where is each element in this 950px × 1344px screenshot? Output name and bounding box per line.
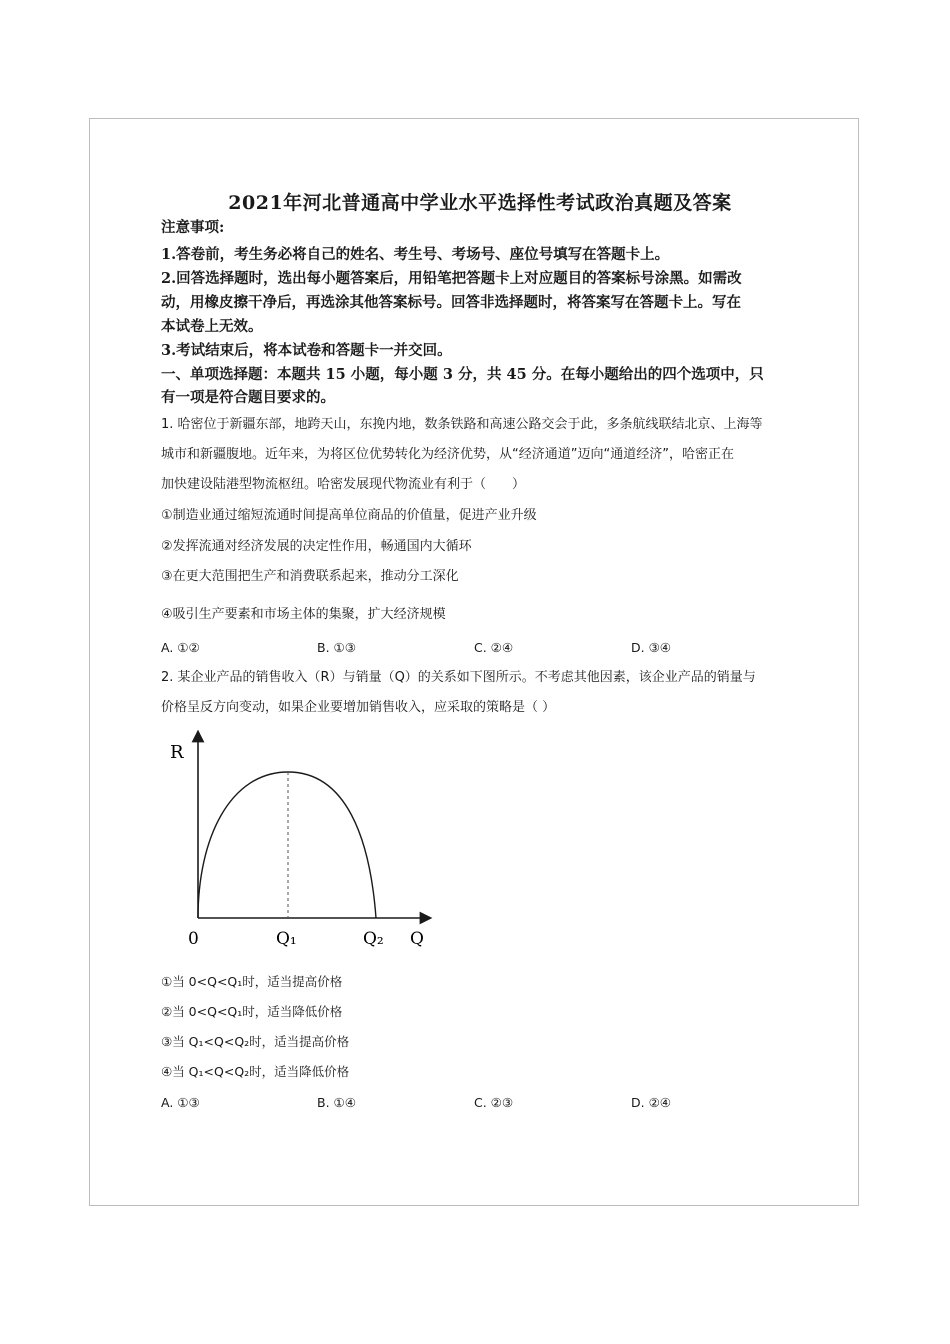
q1-statement-1: ①制造业通过缩短流通时间提高单位商品的价值量，促进产业升级 — [161, 508, 537, 523]
origin-label: 0 — [188, 929, 199, 949]
q1-statement-4: ④吸引生产要素和市场主体的集聚，扩大经济规模 — [161, 607, 446, 622]
x-axis-label: Q — [410, 929, 424, 949]
q1-option-c[interactable]: C. ②④ — [474, 640, 514, 655]
q2-statement-2: ②当 0<Q<Q₁时，适当降低价格 — [161, 1004, 343, 1019]
notice-item-2-line-1: 2.回答选择题时，选出每小题答案后，用铅笔把答题卡上对应题目的答案标号涂黑。如需改 — [161, 270, 742, 287]
notice-item-2-line-2: 动，用橡皮擦干净后，再选涂其他答案标号。回答非选择题时，将答案写在答题卡上。写在 — [161, 294, 741, 311]
notice-item-2-line-3: 本试卷上无效。 — [161, 318, 263, 335]
q2-stem-line-2: 价格呈反方向变动，如果企业要增加销售收入，应采取的策略是（ ） — [161, 700, 556, 715]
notice-item-3: 3.考试结束后，将本试卷和答题卡一并交回。 — [161, 342, 452, 359]
revenue-quantity-graph — [160, 728, 440, 954]
q2-statement-4: ④当 Q₁<Q<Q₂时，适当降低价格 — [161, 1064, 350, 1079]
q2-label: Q₂ — [363, 929, 384, 949]
q1-stem-line-3: 加快建设陆港型物流枢纽。哈密发展现代物流业有利于（ ） — [161, 477, 526, 492]
q1-option-d[interactable]: D. ③④ — [631, 640, 671, 655]
section-heading-line-1: 一、单项选择题：本题共 15 小题，每小题 3 分，共 45 分。在每小题给出的四个选项中，只 — [161, 366, 764, 383]
q1-statement-3: ③在更大范围把生产和消费联系起来，推动分工深化 — [161, 569, 459, 584]
y-axis-label: R — [170, 742, 184, 763]
q1-label: Q₁ — [276, 929, 297, 949]
q2-option-a[interactable]: A. ①③ — [161, 1095, 200, 1110]
q1-stem-line-1: 1. 哈密位于新疆东部，地跨天山，东挽内地，数条铁路和高速公路交会于此，多条航线联结北京、上海等 — [161, 417, 763, 432]
notice-item-1: 1.答卷前，考生务必将自己的姓名、考生号、考场号、座位号填写在答题卡上。 — [161, 246, 670, 263]
q2-statement-3: ③当 Q₁<Q<Q₂时，适当提高价格 — [161, 1034, 350, 1049]
q1-option-a[interactable]: A. ①② — [161, 640, 200, 655]
q2-statement-1: ①当 0<Q<Q₁时，适当提高价格 — [161, 974, 343, 989]
q1-stem-line-2: 城市和新疆腹地。近年来，为将区位优势转化为经济优势，从“经济通道”迈向“通道经济”，哈密正在 — [161, 447, 734, 462]
q2-option-b[interactable]: B. ①④ — [317, 1095, 356, 1110]
q2-option-c[interactable]: C. ②③ — [474, 1095, 514, 1110]
revenue-curve — [198, 772, 376, 918]
q1-statement-2: ②发挥流通对经济发展的决定性作用，畅通国内大循环 — [161, 539, 472, 554]
section-heading-line-2: 有一项是符合题目要求的。 — [161, 389, 335, 406]
page-title: 2021年河北普通高中学业水平选择性考试政治真题及答案 — [228, 192, 732, 214]
notice-heading: 注意事项: — [161, 219, 225, 236]
q1-option-b[interactable]: B. ①③ — [317, 640, 356, 655]
q2-stem-line-1: 2. 某企业产品的销售收入（R）与销量（Q）的关系如下图所示。不考虑其他因素，该企业产品的销量与 — [161, 670, 756, 685]
q2-option-d[interactable]: D. ②④ — [631, 1095, 671, 1110]
